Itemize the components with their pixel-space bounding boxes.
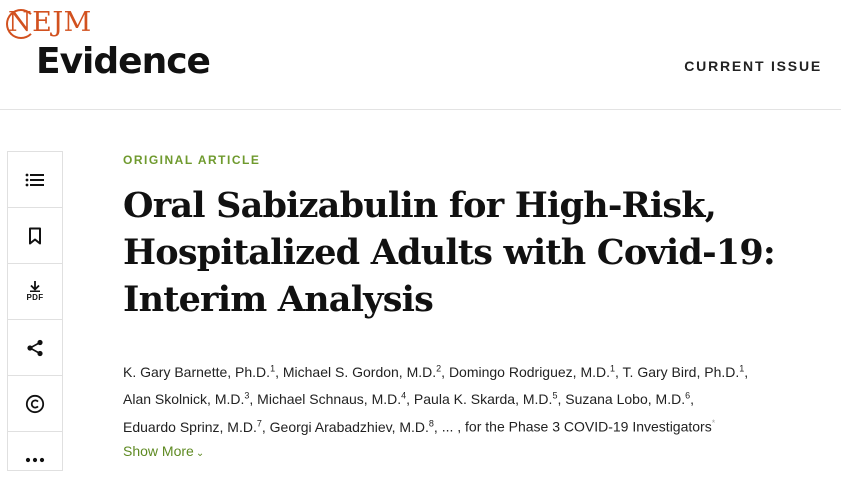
bookmark-button[interactable] <box>8 208 62 264</box>
author-name[interactable]: Michael S. Gordon, M.D. <box>282 363 437 380</box>
author-affiliation-number: 4 <box>401 390 407 401</box>
pdf-label: PDF <box>26 293 44 302</box>
copyright-permissions-button[interactable] <box>8 376 62 432</box>
download-pdf-button[interactable] <box>8 264 62 320</box>
author-ellipsis[interactable]: ... <box>441 418 454 435</box>
collaborator-group[interactable]: for the Phase 3 COVID-19 Investigators <box>465 418 712 435</box>
author-affiliation-number: 2 <box>436 363 442 373</box>
author-name[interactable]: Domingo Rodriguez, M.D. <box>448 363 610 380</box>
author-affiliation-number: 6 <box>685 390 691 401</box>
author-affiliation-number: 3 <box>244 390 250 401</box>
author-name[interactable]: Paula K. Skarda, M.D. <box>413 391 553 408</box>
more-options-button[interactable] <box>8 432 62 488</box>
chevron-down-icon: ⌄ <box>195 447 205 459</box>
share-button[interactable] <box>8 320 62 376</box>
article-header <box>123 152 823 461</box>
logo-evidence-text: Evidence <box>36 41 210 82</box>
author-affiliation-number: 7 <box>256 418 262 429</box>
download-icon <box>29 281 41 292</box>
nejm-evidence-logo[interactable] <box>8 6 208 86</box>
author-affiliation-number: 8 <box>428 418 434 429</box>
author-affiliation-number: 1 <box>610 363 616 373</box>
site-header <box>0 0 841 110</box>
author-affiliation-number: 1 <box>270 363 276 373</box>
list-icon <box>25 172 45 188</box>
show-more-authors-button[interactable] <box>123 443 204 459</box>
author-name[interactable]: Georgi Arabadzhiev, M.D. <box>269 418 429 435</box>
author-affiliation-number: 1 <box>739 363 745 373</box>
article-title: Oral Sabizabulin for High-Risk, Hospitalized Adults with Covid-19: Interim Analysis <box>123 185 776 320</box>
contents-button[interactable] <box>8 152 62 208</box>
current-issue-link[interactable]: CURRENT ISSUE <box>684 58 822 74</box>
logo-nejm-text: NEJM <box>8 7 92 38</box>
copyright-icon <box>25 394 45 414</box>
author-name[interactable]: Alan Skolnick, M.D. <box>123 391 245 408</box>
article-type-label: ORIGINAL ARTICLE <box>123 153 261 167</box>
author-affiliation-number: 5 <box>552 390 558 401</box>
more-dots-icon <box>25 457 45 463</box>
collaborator-footnote-mark: * <box>711 418 716 429</box>
article-toolbar <box>7 151 63 471</box>
author-name[interactable]: Eduardo Sprinz, M.D. <box>123 418 257 435</box>
author-name[interactable]: Michael Schnaus, M.D. <box>257 391 402 408</box>
author-name[interactable]: Suzana Lobo, M.D. <box>565 391 686 408</box>
author-list: K. Gary Barnette, Ph.D.$^1$, Michael S. Gordon, M.D.$^2$, Domingo Rodriguez, M.D.$^1$, T. Gary Bird, Ph.D.$^1$, Alan Skolnick, M.D.$^3$, Michael Schnaus, M.D.$^4$, Paula K. Skarda, M.D.$^5$, Suzana Lobo, M.D.$^6$, Eduardo Sprinz, M.D.$^7$, Georgi Arabadzhiev, M.D.$^8$, ... , for the Phase 3 COVID-19 Investigators* <box>123 363 749 435</box>
show-more-label: Show More <box>123 442 194 459</box>
author-name[interactable]: K. Gary Barnette, Ph.D. <box>123 363 271 380</box>
bookmark-icon <box>28 227 42 245</box>
share-icon <box>26 339 44 357</box>
author-name[interactable]: T. Gary Bird, Ph.D. <box>622 363 740 380</box>
